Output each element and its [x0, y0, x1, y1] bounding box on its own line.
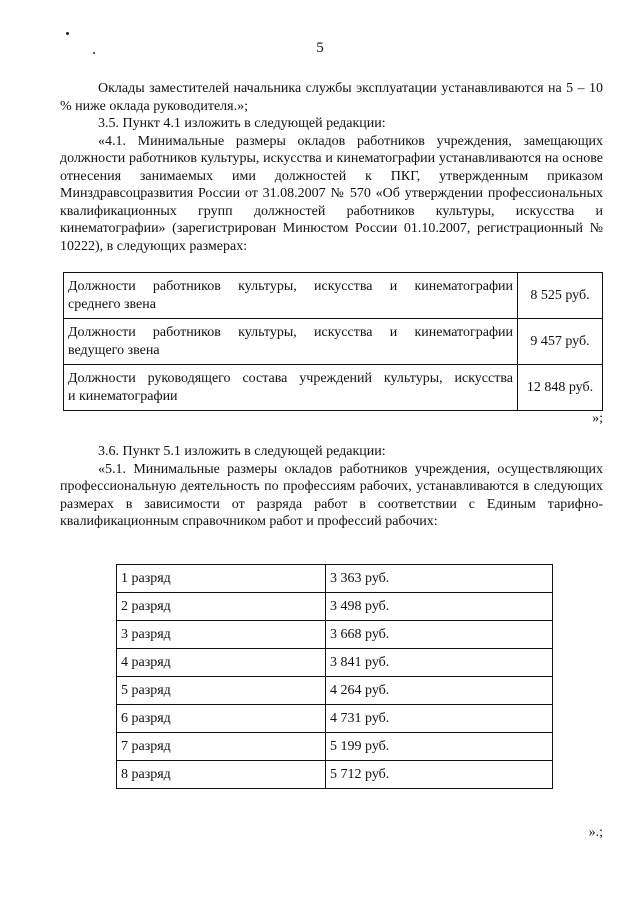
salary-cell: 4 731 руб. — [326, 705, 553, 733]
table-row — [117, 565, 553, 593]
scan-speck — [66, 32, 69, 35]
grade-cell: 8 разряд — [117, 761, 326, 789]
table-row — [117, 761, 553, 789]
table-row — [117, 593, 553, 621]
table-row — [64, 273, 603, 319]
grade-cell: 5 разряд — [117, 677, 326, 705]
quote-closing: »; — [592, 411, 603, 426]
grade-salary-table — [116, 564, 553, 789]
table-row — [117, 649, 553, 677]
paragraph-deputy-salaries: Оклады заместителей начальника службы эксплуатации устанавливаются на 5 – 10 % ниже оклада руководителя.»; — [60, 81, 603, 114]
position-cell: Должности работников культуры, искусства и кинематографии среднего звена — [64, 273, 518, 319]
position-cell: Должности руководящего состава учреждений культуры, искусства и кинематографии — [64, 365, 518, 411]
grade-cell: 6 разряд — [117, 705, 326, 733]
table-row — [64, 319, 603, 365]
salary-cell: 12 848 руб. — [518, 365, 603, 411]
salary-cell: 3 841 руб. — [326, 649, 553, 677]
salary-cell: 3 668 руб. — [326, 621, 553, 649]
paragraph-clause-4-1: «4.1. Минимальные размеры окладов работников учреждения, замещающих должности работников культуры, искусства и кинематографии устанавливаются на основе отнесения занимаемых ими должностей к ПКГ, утвержденным приказом Минздравсоцразвития России от 31.08.2007 № 570 «Об утверждении профессиональных квалификационных групп должностей работников культуры, искусства и кинематографии» (зарегистрирован Минюстом России 01.10.2007, регистрационный № 10222), в следующих размерах: — [60, 133, 603, 254]
salary-cell: 5 712 руб. — [326, 761, 553, 789]
culture-salary-table — [63, 272, 603, 411]
grade-cell: 1 разряд — [117, 565, 326, 593]
table-row — [64, 365, 603, 411]
grade-cell: 2 разряд — [117, 593, 326, 621]
grade-cell: 3 разряд — [117, 621, 326, 649]
quote-closing: ».; — [588, 825, 603, 840]
salary-cell: 3 363 руб. — [326, 565, 553, 593]
intro-section — [60, 80, 603, 255]
salary-cell: 5 199 руб. — [326, 733, 553, 761]
salary-cell: 3 498 руб. — [326, 593, 553, 621]
salary-cell: 4 264 руб. — [326, 677, 553, 705]
paragraph-clause-3-5: 3.5. Пункт 4.1 изложить в следующей редакции: — [98, 116, 386, 131]
grade-cell: 7 разряд — [117, 733, 326, 761]
grade-cell: 4 разряд — [117, 649, 326, 677]
salary-cell: 8 525 руб. — [518, 273, 603, 319]
table-row — [117, 621, 553, 649]
table-row — [117, 677, 553, 705]
paragraph-clause-3-6: 3.6. Пункт 5.1 изложить в следующей редакции: — [98, 444, 386, 459]
position-cell: Должности работников культуры, искусства и кинематографии ведущего звена — [64, 319, 518, 365]
page-number: 5 — [316, 40, 324, 56]
grades-section — [60, 443, 603, 531]
paragraph-clause-5-1: «5.1. Минимальные размеры окладов работников учреждения, осуществляющих профессиональную деятельность по профессиям рабочих, устанавливаются в следующих размерах в зависимости от разряда работ в соответствии с Единым тарифно-квалификационным справочником работ и профессий рабочих: — [60, 461, 603, 529]
salary-cell: 9 457 руб. — [518, 319, 603, 365]
table-row — [117, 705, 553, 733]
table-row — [117, 733, 553, 761]
